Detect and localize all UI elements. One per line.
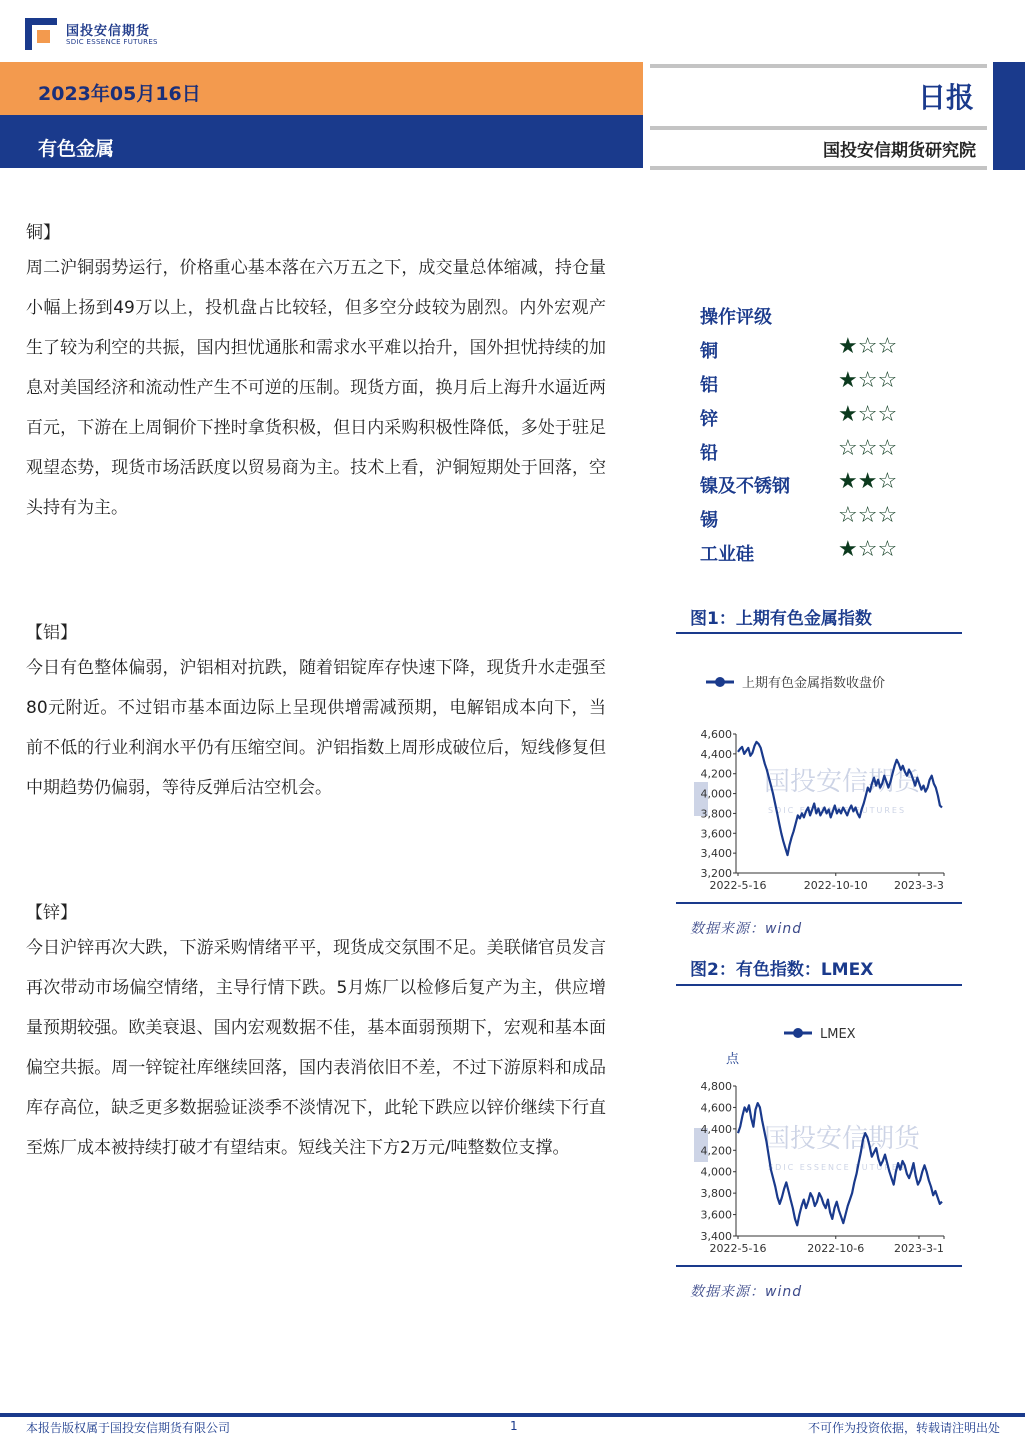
y-tick-label: 4,400 <box>700 747 732 761</box>
x-tick-label: 2023-3-3 <box>893 879 944 892</box>
zinc-heading: 【锌】 <box>26 903 77 923</box>
y-tick-label: 3,200 <box>700 867 732 880</box>
header-accent-block <box>993 62 1025 170</box>
y-tick-label: 3,800 <box>700 1187 732 1201</box>
rating-metal: 锌 <box>700 409 718 430</box>
y-tick-label: 3,600 <box>700 1208 732 1222</box>
logo-english-name: SDIC ESSENCE FUTURES <box>66 38 158 46</box>
figure2-source: 数据来源：wind <box>690 1284 803 1300</box>
institute-name: 国投安信期货研究院 <box>823 141 976 161</box>
y-tick-label: 4,000 <box>700 1165 732 1179</box>
rating-metal: 镍及不锈钢 <box>700 476 790 497</box>
section-title: 有色金属 <box>38 138 115 160</box>
legend-marker-icon <box>715 677 725 687</box>
company-logo-icon <box>25 18 57 50</box>
figure1-title: 图1：上期有色金属指数 <box>690 609 872 629</box>
rating-row <box>700 469 920 502</box>
y-tick-label: 4,400 <box>700 1122 732 1136</box>
series-line <box>738 742 942 855</box>
copper-heading: 铜】 <box>26 223 60 243</box>
legend-label: 上期有色金属指数收盘价 <box>742 676 886 691</box>
star-rating-icon: ★☆☆ <box>838 334 898 359</box>
star-rating-icon: ★☆☆ <box>838 402 898 427</box>
header-divider <box>650 126 987 130</box>
rating-row <box>700 334 920 367</box>
figure1-bottom-rule <box>676 902 962 904</box>
y-tick-label: 4,800 <box>700 1080 732 1093</box>
watermark-subtext: SDIC ESSENCE FUTURES <box>768 1163 907 1172</box>
y-tick-label: 4,200 <box>700 767 732 781</box>
aluminum-paragraph: 今日有色整体偏弱，沪铝相对抗跌，随着铝锭库存快速下降，现货升水走强至80元附近。不过铝市基本面边际上呈现供增需减预期，电解铝成本向下，当前不低的行业利润水平仍有压缩空间。沪铝指数上周形成破位后，短线修复但中期趋势仍偏弱，等待反弹后沽空机会。 <box>26 658 606 798</box>
y-tick-label: 3,400 <box>700 1230 732 1243</box>
x-tick-label: 2022-10-10 <box>803 879 868 892</box>
rating-title: 操作评级 <box>700 307 772 328</box>
x-tick-label: 2022-5-16 <box>709 1242 767 1255</box>
x-tick-label: 2023-3-1 <box>893 1242 944 1255</box>
rating-metal: 铅 <box>700 443 718 464</box>
y-tick-label: 3,400 <box>700 847 732 861</box>
rating-metal: 铝 <box>700 375 718 396</box>
zinc-paragraph: 今日沪锌再次大跌，下游采购情绪平平，现货成交氛围不足。美联储官员发言再次带动市场偏空情绪，主导行情下跌。5月炼厂以检修后复产为主，供应增量预期较强。欧美衰退、国内宏观数据不佳，基本面弱预期下，宏观和基本面偏空共振。周一锌锭社库继续回落，国内表消依旧不差，不过下游原料和成品库存高位，缺乏更多数据验证淡季不淡情况下，此轮下跌应以锌价继续下行直至炼厂成本被持续打破才有望结束。短线关注下方2万元/吨整数位支撑。 <box>26 938 606 1158</box>
figure1-chart <box>676 640 962 900</box>
copper-paragraph: 周二沪铜弱势运行，价格重心基本落在六万五之下，成交量总体缩减，持仓量小幅上扬到49万以上，投机盘占比较轻，但多空分歧较为剧烈。内外宏观产生了较为利空的共振，国内担忧通胀和需求水平难以抬升，国外担忧持续的加息对美国经济和流动性产生不可逆的压制。现货方面，换月后上海升水逼近两百元，下游在上周铜价下挫时拿货积极，但日内采购积极性降低，多处于驻足观望态势，现货市场活跃度以贸易商为主。技术上看，沪铜短期处于回落，空头持有为主。 <box>26 258 606 518</box>
footer-disclaimer: 不可作为投资依据，转载请注明出处 <box>807 1421 1000 1435</box>
y-tick-label: 4,600 <box>700 1101 732 1115</box>
legend-marker-icon <box>793 1028 803 1038</box>
footer-copyright: 本报告版权属于国投安信期货有限公司 <box>26 1421 231 1435</box>
watermark-subtext: SDIC ESSENCE FUTURES <box>768 806 907 815</box>
rating-metal: 工业硅 <box>700 544 754 565</box>
figure2-bottom-rule <box>676 1265 962 1267</box>
chart-legend <box>706 675 885 691</box>
report-type: 日报 <box>917 81 974 114</box>
star-rating-icon: ★☆☆ <box>838 537 898 562</box>
header-divider <box>650 166 987 170</box>
rating-metal: 锡 <box>700 510 718 531</box>
rating-row <box>700 503 920 536</box>
watermark-text: 国投安信期货 <box>764 767 921 797</box>
report-date: 2023年05月16日 <box>38 83 201 105</box>
rating-metal: 铜 <box>700 341 718 362</box>
legend-label: LMEX <box>820 1027 856 1042</box>
rating-row <box>700 537 920 570</box>
page-number: 1 <box>510 1419 518 1433</box>
y-axis-unit: 点 <box>726 1052 740 1067</box>
star-rating-icon: ★★☆ <box>838 469 898 494</box>
y-tick-label: 4,600 <box>700 728 732 741</box>
x-tick-label: 2022-5-16 <box>709 879 767 892</box>
y-tick-label: 4,000 <box>700 787 732 801</box>
y-tick-label: 3,600 <box>700 827 732 841</box>
aluminum-heading: 【铝】 <box>26 623 77 643</box>
figure2-chart <box>676 990 962 1262</box>
star-rating-icon: ★☆☆ <box>838 368 898 393</box>
y-tick-label: 4,200 <box>700 1144 732 1158</box>
star-rating-icon: ☆☆☆ <box>838 436 898 461</box>
star-rating-icon: ☆☆☆ <box>838 503 898 528</box>
chart-legend <box>784 1027 856 1042</box>
header-divider <box>650 64 987 68</box>
rating-row <box>700 402 920 435</box>
figure1-source: 数据来源：wind <box>690 921 803 937</box>
chart-plot-area <box>738 742 942 855</box>
rating-row <box>700 368 920 401</box>
x-tick-label: 2022-10-6 <box>807 1242 865 1255</box>
figure2-title: 图2：有色指数：LMEX <box>690 960 874 980</box>
logo-chinese-name: 国投安信期货 <box>66 24 151 39</box>
rating-row <box>700 436 920 469</box>
y-tick-label: 3,800 <box>700 807 732 821</box>
watermark-text: 国投安信期货 <box>764 1124 921 1154</box>
footer-rule <box>0 1413 1025 1417</box>
figure1-top-rule <box>676 632 962 634</box>
figure2-top-rule <box>676 984 962 986</box>
